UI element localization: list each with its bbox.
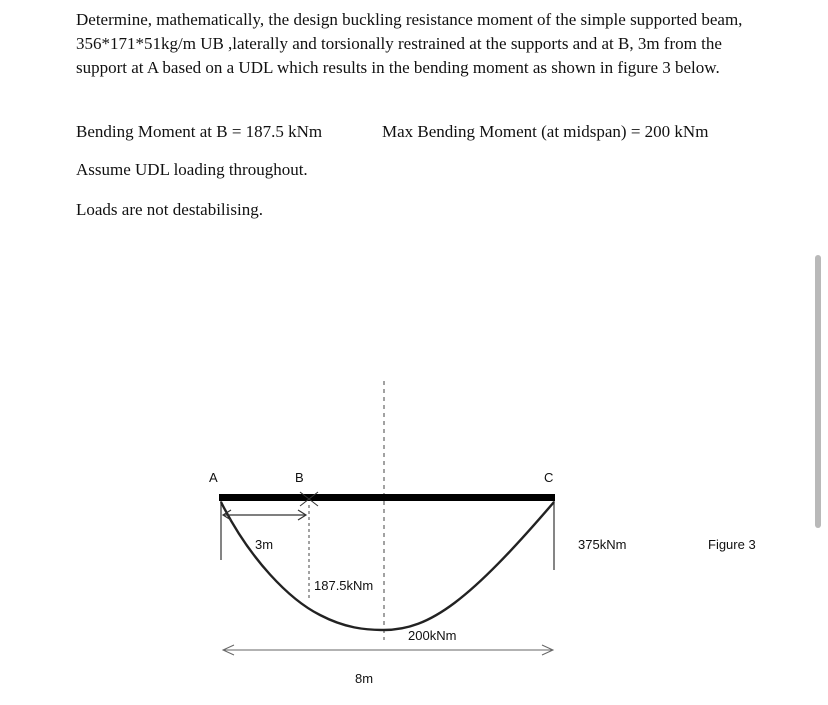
figure-caption: Figure 3: [708, 537, 756, 552]
label-a: A: [209, 470, 218, 485]
dimension-8m-label: 8m: [355, 671, 374, 686]
assumption-text: Assume UDL loading throughout.: [76, 160, 308, 179]
question-paragraph: Determine, mathematically, the design buckling resistance moment of the simple supported beam, 356*171*51kg/m UB ,laterally and torsionally restrained at the supports and at B, 3m from the support at A based on a UDL which results in the bending moment as shown in figure 3 below.: [76, 10, 743, 77]
loads-text: Loads are not destabilising.: [76, 200, 263, 219]
dimension-3m-label: 3m: [255, 537, 274, 552]
bending-moment-at-b: Bending Moment at B = 187.5 kNm: [76, 122, 323, 141]
label-c: C: [544, 470, 554, 485]
scrollbar-thumb[interactable]: [815, 255, 821, 528]
bending-moment-curve: [221, 502, 554, 630]
label-b: B: [295, 470, 304, 485]
beam: [219, 494, 555, 501]
moment-375-label: 375kNm: [578, 537, 627, 552]
moment-at-b-label: 187.5kNm: [314, 578, 374, 593]
max-bending-moment: Max Bending Moment (at midspan) = 200 kNm: [382, 122, 709, 141]
midspan-moment-label: 200kNm: [408, 628, 457, 643]
